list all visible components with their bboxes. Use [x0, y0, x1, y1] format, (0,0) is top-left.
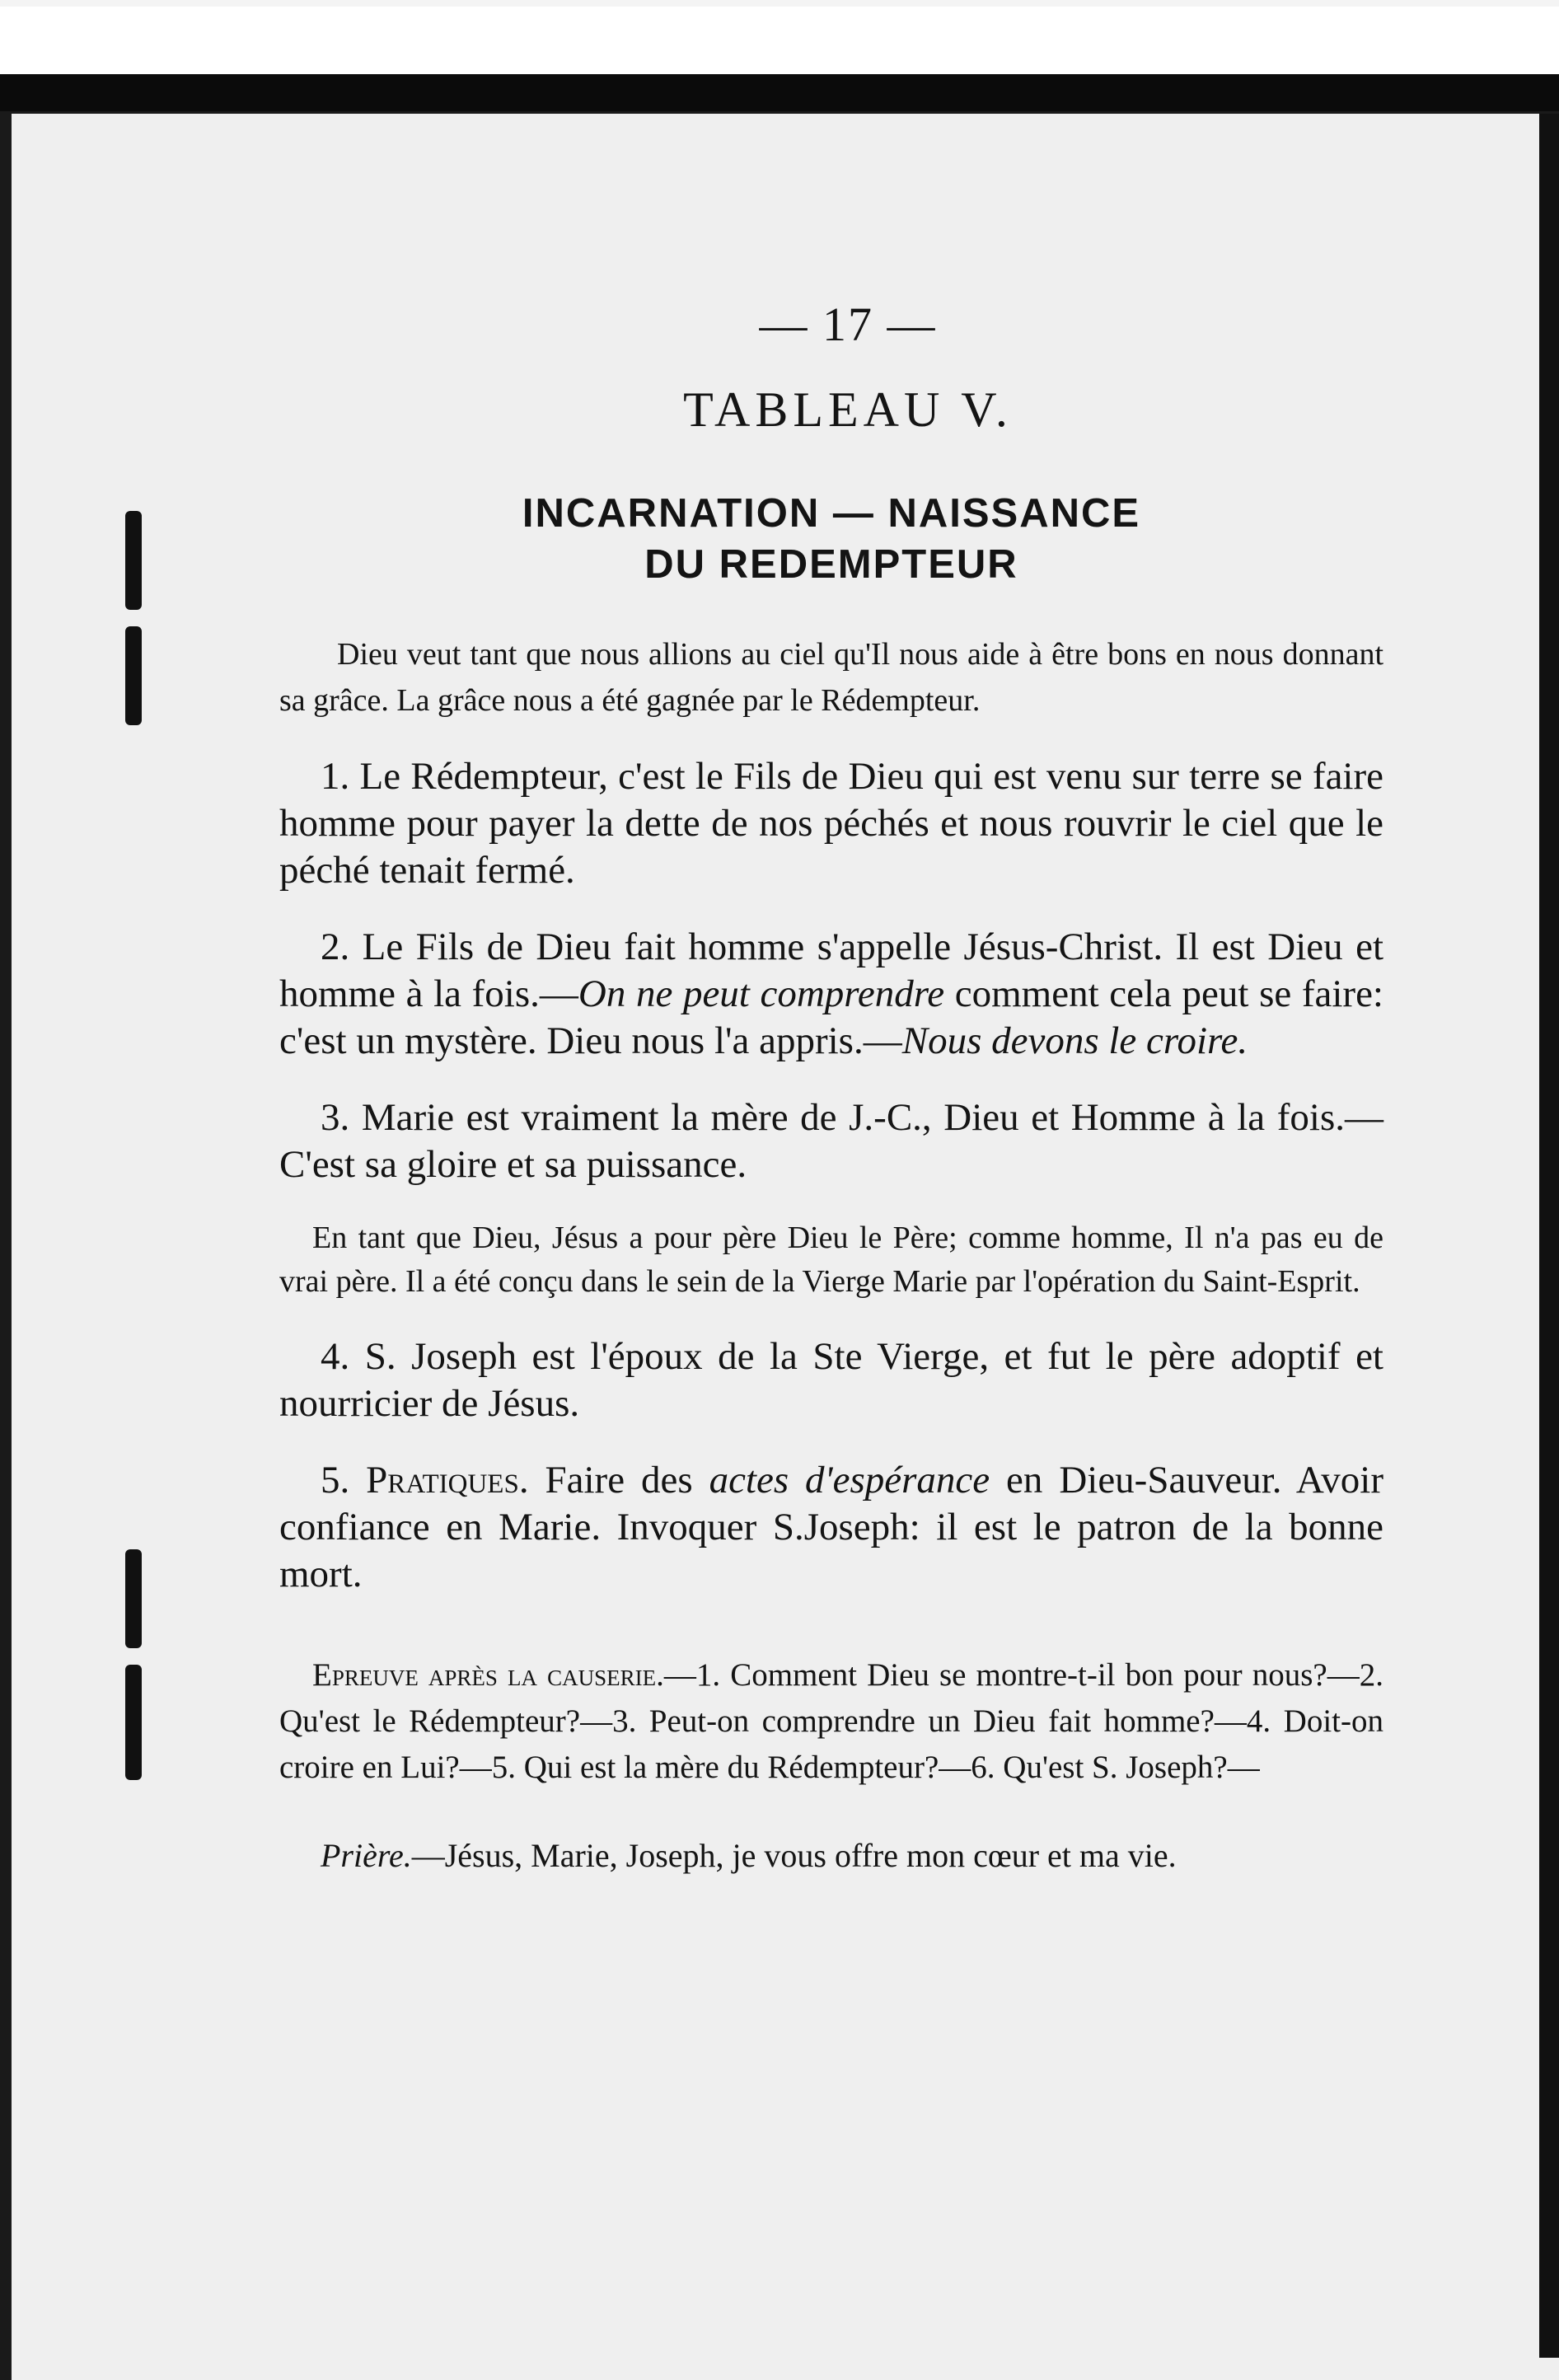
point-5-label: Pratiques.	[366, 1459, 529, 1502]
point-3: 3. Marie est vraiment la mère de J.-C., Dieu et Homme à la fois.—C'est sa gloire et sa puissance.	[279, 1096, 1383, 1186]
prayer-text: —Jésus, Marie, Joseph, je vous offre mon cœur et ma vie.	[411, 1837, 1177, 1874]
section-heading	[279, 488, 1383, 590]
point-1: 1. Le Rédempteur, c'est le Fils de Dieu qui est venu sur terre se faire homme pour payer la dette de nos péchés et nous rouvrir le ciel que le péché tenait fermé.	[279, 755, 1383, 892]
margin-binding-mark	[125, 626, 142, 725]
intro-paragraph: Dieu veut tant que nous allions au ciel qu'Il nous aide à être bons en nous donnant sa grâce. La grâce nous a été gagnée par le Rédempteur.	[279, 637, 1383, 718]
prayer-label: Prière.	[321, 1837, 412, 1874]
tableau-title: TABLEAU V.	[683, 382, 1013, 437]
margin-binding-mark	[125, 1665, 142, 1780]
heading-line-1: INCARNATION — NAISSANCE	[522, 491, 1141, 536]
point-5	[279, 1457, 1383, 1598]
heading-line-2: DU REDEMPTEUR	[644, 542, 1018, 587]
point-2-text-a: 2. Le Fils de Dieu fait homme s'appelle Jésus-Christ. Il est Dieu et homme à la fois.—	[279, 925, 1383, 1015]
point-5-text-a: Faire des	[528, 1459, 709, 1502]
point-2-italic-b: Nous devons le croire.	[901, 1019, 1248, 1062]
margin-binding-mark	[125, 511, 142, 610]
point-5-text-b: en Dieu-Sauveur. Avoir confiance en Marie. Invoquer S.Joseph: il est le patron de la bonne mort.	[279, 1459, 1383, 1595]
review-text: —1. Comment Dieu se montre-t-il bon pour nous?—2. Qu'est le Rédempteur?—3. Peut-on comprendre un Dieu fait homme?—4. Doit-on croire en Lui?—5. Qui est la mère du Rédempteur?—6. Qu'est S. Joseph?—	[279, 1657, 1383, 1785]
explanatory-note: En tant que Dieu, Jésus a pour père Dieu le Père; comme homme, Il n'a pas eu de vrai père. Il a été conçu dans le sein de la Vierge Marie par l'opération du Saint-Esprit.	[279, 1220, 1383, 1299]
page-right-edge	[1539, 114, 1559, 2358]
point-4: 4. S. Joseph est l'époux de la Ste Vierge, et fut le père adoptif et nourricier de Jésus.	[279, 1335, 1383, 1425]
point-2	[279, 924, 1383, 1065]
review-label: Epreuve après la causerie.	[312, 1657, 664, 1693]
page-number: — 17 —	[759, 298, 937, 351]
margin-binding-mark	[125, 1549, 142, 1648]
review-questions	[279, 1652, 1383, 1791]
point-5-number: 5.	[321, 1459, 367, 1502]
point-2-italic-a: On ne peut comprendre	[578, 972, 945, 1015]
point-5-italic: actes d'espérance	[709, 1459, 990, 1502]
prayer	[279, 1832, 1383, 1880]
page-content	[279, 297, 1383, 1880]
scan-top-border	[0, 0, 1559, 111]
point-2-text-b: comment cela peut se faire: c'est un mystère. Dieu nous l'a appris.—	[279, 972, 1383, 1062]
